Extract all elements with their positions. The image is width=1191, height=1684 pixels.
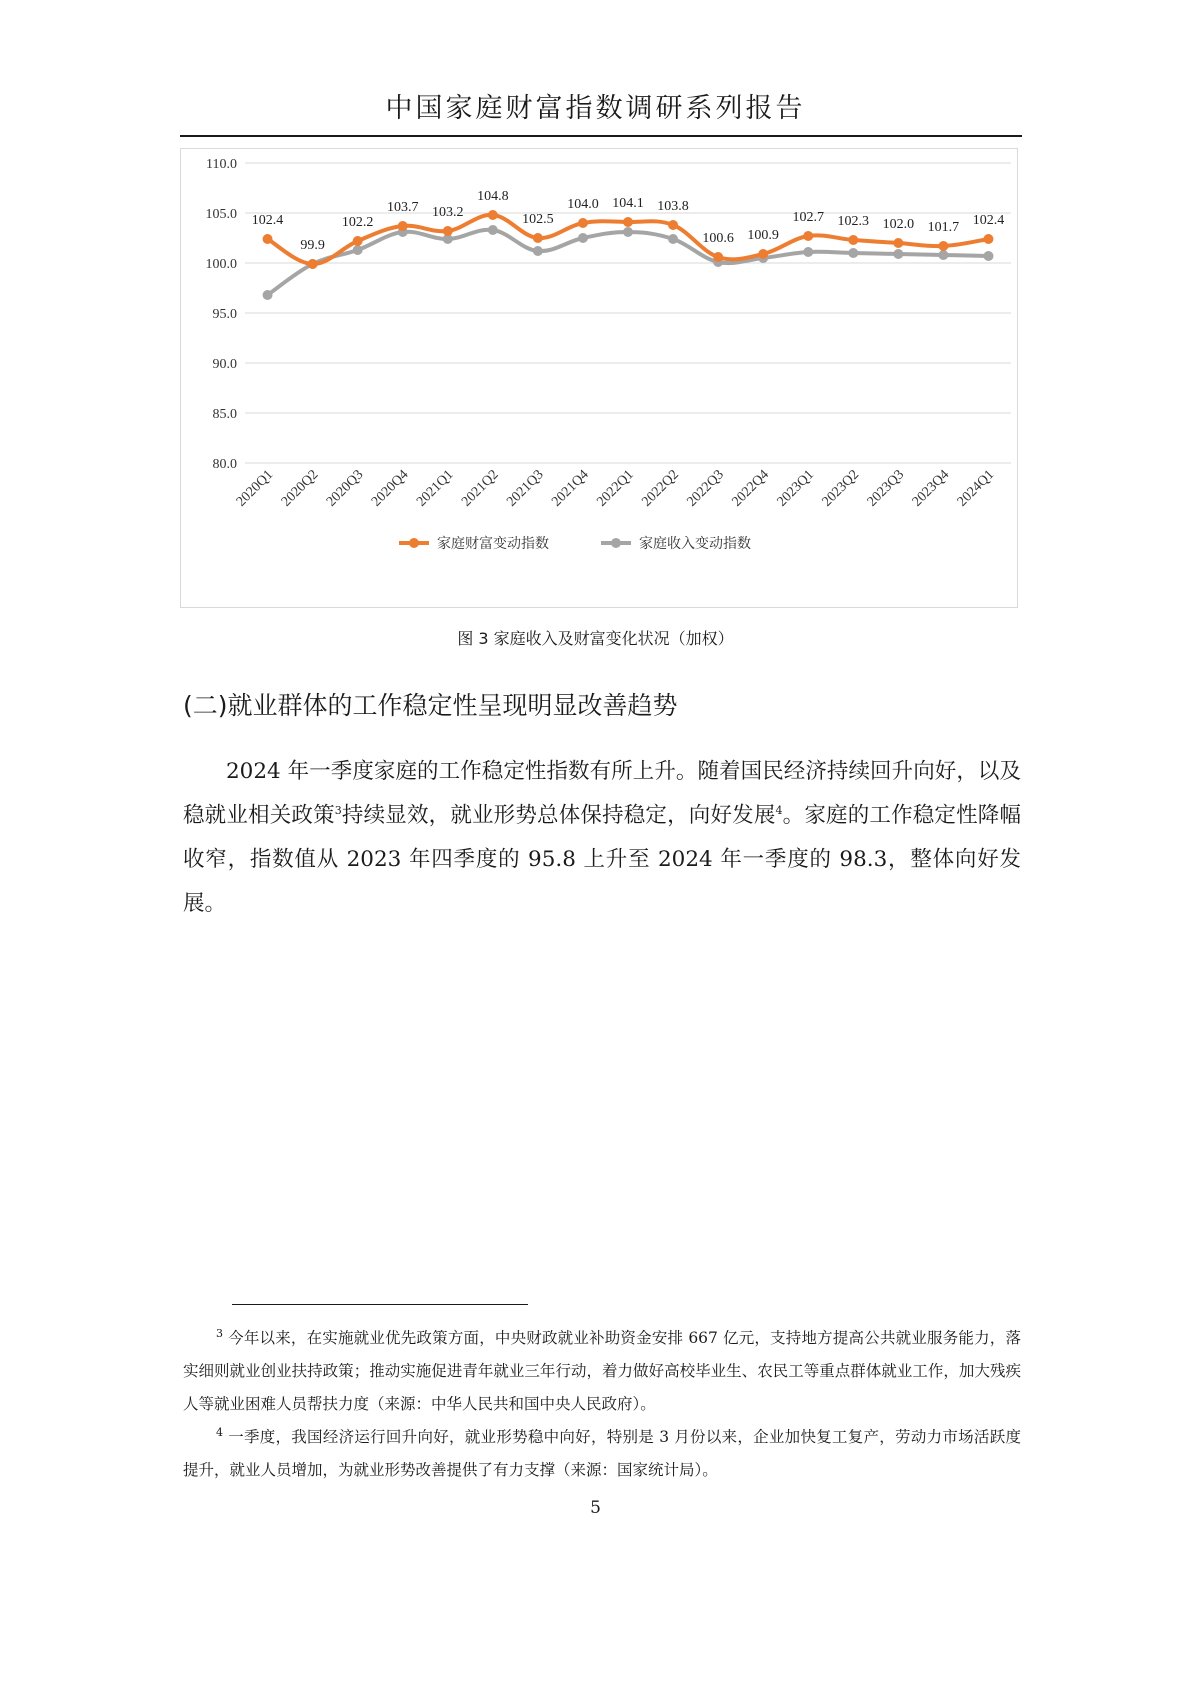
y-tick-label: 100.0 <box>205 257 237 272</box>
figure-caption: 图 3 家庭收入及财富变化状况（加权） <box>457 629 734 648</box>
x-tick-label: 2023Q4 <box>909 467 953 510</box>
x-tick-label: 2020Q2 <box>278 467 322 510</box>
series-1-point <box>533 233 543 243</box>
legend-label: 家庭财富变动指数 <box>437 536 549 552</box>
x-tick-label: 2022Q4 <box>729 467 773 510</box>
footnote-mark-3: 3 <box>216 1326 223 1340</box>
series-2-point <box>488 225 498 235</box>
data-label: 104.8 <box>477 189 509 204</box>
header-divider <box>180 135 1022 137</box>
series-1-point <box>668 220 678 230</box>
series-2-point <box>533 246 543 256</box>
y-tick-label: 110.0 <box>206 157 237 172</box>
series-1-point <box>578 218 588 228</box>
series-1-point <box>938 241 948 251</box>
footnote-mark-4: 4 <box>216 1425 223 1439</box>
data-label: 102.7 <box>792 210 824 225</box>
series-1-point <box>803 231 813 241</box>
body-text-part-2: 持续显效，就业形势总体保持稳定，向好发展 <box>341 803 776 828</box>
data-label: 104.0 <box>567 197 599 212</box>
series-1-point <box>398 221 408 231</box>
report-header-title: 中国家庭财富指数调研系列报告 <box>385 93 806 124</box>
x-tick-label: 2021Q4 <box>549 467 592 510</box>
x-tick-label: 2023Q2 <box>819 467 863 510</box>
x-tick-label: 2020Q4 <box>369 467 412 510</box>
data-label: 101.7 <box>927 220 960 235</box>
y-tick-label: 105.0 <box>205 207 237 222</box>
series-2-point <box>578 233 588 243</box>
footnote-3-text: 今年以来，在实施就业优先政策方面，中央财政就业补助资金安排 667 亿元，支持地方提高公共就业服务能力，落实细则就业创业扶持政策；推动实施促进青年就业三年行动，着力做好高校毕业生、农民工等重点群体就业工作，加大残疾人等就业困难人员帮扶力度（来源：中华人民共和国中央人民政府）。 <box>183 1329 1021 1413</box>
data-label: 102.5 <box>522 212 554 227</box>
series-line-2 <box>268 230 989 295</box>
y-tick-label: 85.0 <box>212 407 237 422</box>
series-1-point <box>623 217 633 227</box>
data-label: 103.2 <box>432 205 464 220</box>
x-tick-label: 2022Q2 <box>639 467 682 510</box>
series-2-point <box>803 247 813 257</box>
series-1-point <box>893 238 903 248</box>
x-tick-label: 2020Q1 <box>233 467 277 510</box>
series-1-point <box>848 235 858 245</box>
y-tick-label: 80.0 <box>212 457 237 472</box>
legend-swatch-marker <box>611 538 621 548</box>
footnote-4-text: 一季度，我国经济运行回升向好，就业形势稳中向好，特别是 3 月份以来，企业加快复工复产，劳动力市场活跃度提升，就业人员增加，为就业形势改善提供了有力支撑（来源：国家统计局）。 <box>183 1428 1021 1479</box>
data-label: 99.9 <box>300 238 325 253</box>
y-tick-label: 90.0 <box>212 357 237 372</box>
series-1-point <box>983 234 993 244</box>
data-label: 104.1 <box>612 196 644 211</box>
y-tick-label: 95.0 <box>212 307 237 322</box>
series-2-point <box>623 227 633 237</box>
x-tick-label: 2021Q1 <box>414 467 457 510</box>
series-1-point <box>353 236 363 246</box>
data-label: 103.7 <box>386 200 419 215</box>
series-2-point <box>983 251 993 261</box>
series-2-point <box>893 249 903 259</box>
legend-label: 家庭收入变动指数 <box>639 536 751 552</box>
footnote-divider <box>232 1304 528 1305</box>
footnote-ref-4: 4 <box>775 803 783 817</box>
series-2-point <box>263 290 273 300</box>
x-tick-label: 2022Q1 <box>594 467 637 510</box>
legend-swatch-marker <box>409 538 419 548</box>
data-label: 103.8 <box>657 199 689 214</box>
x-tick-label: 2023Q1 <box>774 467 818 510</box>
data-label: 102.4 <box>251 213 284 228</box>
data-label: 100.6 <box>702 231 734 246</box>
footnote-4 <box>183 1421 1021 1487</box>
footnote-3 <box>183 1322 1021 1421</box>
x-tick-label: 2021Q3 <box>504 467 547 510</box>
data-label: 102.4 <box>972 213 1005 228</box>
series-2-point <box>353 245 363 255</box>
body-text-part-3: 。家庭的工作稳定性降幅收窄，指数值从 2023 年四季度的 95.8 上升至 2024 年一季度的 98.3，整体向好发展。 <box>183 803 1021 916</box>
x-tick-label: 2022Q3 <box>684 467 727 510</box>
footnote-ref-3: 3 <box>334 803 342 817</box>
series-1-point <box>758 249 768 259</box>
x-tick-label: 2020Q3 <box>323 467 367 510</box>
data-label: 102.3 <box>837 214 870 229</box>
series-2-point <box>668 234 678 244</box>
series-2-point <box>938 250 948 260</box>
section-heading: (二)就业群体的工作稳定性呈现明显改善趋势 <box>183 691 678 720</box>
body-text-part-1: 2024 年一季度家庭的工作稳定性指数有所上升。随着国民经济持续回升向好，以及稳就业相关政策 <box>183 759 1021 828</box>
series-2-point <box>848 248 858 258</box>
page-number: 5 <box>590 1498 601 1518</box>
line-chart <box>181 149 1019 609</box>
x-tick-label: 2024Q1 <box>954 467 998 510</box>
body-paragraph <box>183 750 1021 926</box>
data-label: 100.9 <box>747 228 779 243</box>
figure-3-chart <box>180 148 1018 608</box>
series-1-point <box>443 226 453 236</box>
data-label: 102.0 <box>882 217 915 232</box>
series-1-point <box>713 252 723 262</box>
x-tick-label: 2023Q3 <box>864 467 908 510</box>
series-1-point <box>308 259 318 269</box>
series-1-point <box>263 234 273 244</box>
x-tick-label: 2021Q2 <box>459 467 502 510</box>
series-1-point <box>488 210 498 220</box>
data-label: 102.2 <box>341 215 374 230</box>
